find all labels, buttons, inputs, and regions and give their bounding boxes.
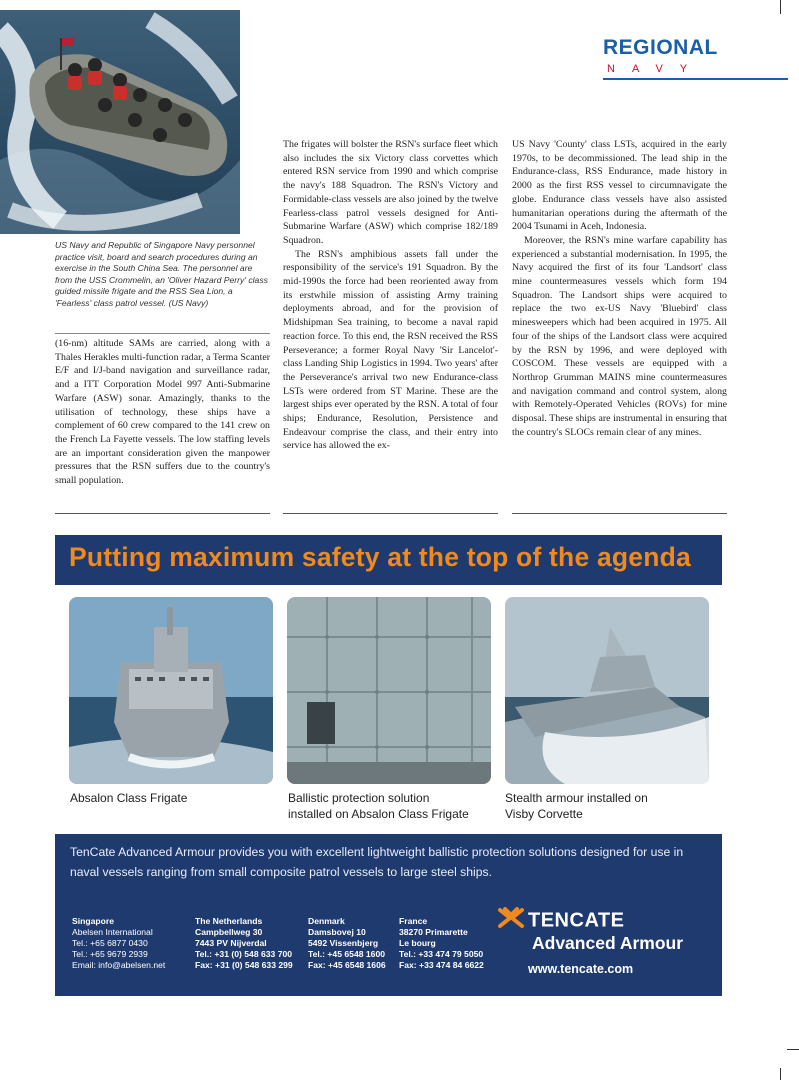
- office-city: Singapore: [72, 916, 115, 926]
- brand-name: TENCATE: [528, 909, 625, 932]
- caption-line: Visby Corvette: [505, 807, 583, 821]
- photo-caption-1: [70, 790, 274, 806]
- office-city: The Netherlands: [195, 916, 263, 926]
- office-line: Fax: +31 (0) 548 633 299: [195, 960, 293, 970]
- office-line: Abelsen International: [72, 927, 153, 937]
- crop-mark: [780, 1068, 781, 1080]
- office-line: Tel.: +33 474 79 5050: [399, 949, 484, 959]
- tencate-logo-icon: [498, 907, 524, 935]
- crop-mark: [780, 0, 781, 14]
- column-end-rule: [55, 513, 270, 514]
- office-city: Denmark: [308, 916, 345, 926]
- office-line: Tel.: +31 (0) 548 633 700: [195, 949, 293, 959]
- advert-headline-banner: [55, 535, 722, 585]
- brand-subtitle: Advanced Armour: [532, 933, 684, 953]
- office-line: 7443 PV Nijverdal: [195, 938, 267, 948]
- office-line: Fax: +45 6548 1606: [308, 960, 386, 970]
- header-rule: [603, 78, 788, 80]
- crop-mark: [787, 1049, 799, 1050]
- office-line: Tel.: +65 9679 2939: [72, 949, 148, 959]
- column-end-rule: [283, 513, 498, 514]
- ballistic-protection-photo: [287, 597, 491, 784]
- caption-line: Ballistic protection solution: [288, 791, 430, 805]
- article-column-3: [512, 138, 727, 439]
- website-link[interactable]: www.tencate.com: [528, 962, 634, 976]
- paragraph: The frigates will bolster the RSN's surface fleet which also includes the six Victory class corvettes which entered RSN service from 1990 and which comprise the navy's 188 Squadron. The RSN's Victory and Formidable-class vessels are also joined by the twelve Fearless-class patrol vessels designed for Anti-Submarine Warfare (ASW) which comprise 182/189 Squadron.: [283, 139, 498, 246]
- office-city: France: [399, 916, 428, 926]
- article-column-1: [55, 337, 270, 488]
- section-subtitle: NAVY: [607, 63, 705, 75]
- office-line: Damsbovej 10: [308, 927, 366, 937]
- office-line: Tel.: +65 6877 0430: [72, 938, 148, 948]
- office-line: Tel.: +45 6548 1600: [308, 949, 386, 959]
- caption-line: Absalon Class Frigate: [70, 791, 188, 805]
- caption-rule: [55, 333, 270, 334]
- advert-headline: Putting maximum safety at the top of the agenda: [69, 542, 691, 572]
- caption-line: installed on Absalon Class Frigate: [288, 807, 469, 821]
- office-line: Email: info@abelsen.net: [72, 960, 166, 970]
- stealth-corvette-photo: [505, 597, 709, 784]
- advert-contact-box: [55, 834, 722, 996]
- photo-caption: US Navy and Republic of Singapore Navy personnel practice visit, board and search procedures during an exercise in the South China Sea. The personnel are from the USS Crommelin, an 'Oliver Hazard Perry' class guided missile frigate and the RSS Sea Lion, a 'Fearless' class patrol vessel. (US Navy): [55, 240, 268, 308]
- office-singapore: [72, 916, 165, 971]
- paragraph: US Navy 'County' class LSTs, acquired in the early 1970s, to be decommissioned. The lead ship in the Endurance-class, RSS Endurance, made history in 2000 as the first RSS vessel to circumnavigate the globe. Endurance class vessels have also assisted humanitarian operations during the aftermath of the 2004 Tsunami in Aceh, Indonesia.: [512, 139, 727, 233]
- photo-caption-3: [505, 790, 709, 822]
- office-denmark: [308, 916, 386, 971]
- office-line: Campbellweg 30: [195, 927, 263, 937]
- paragraph: The RSN's amphibious assets fall under the responsibility of the service's 191 Squadron. By the mid-1990s the force had been reoriented away from its erstwhile mission of assisting Army training deployments abroad, and for the provision of Midshipman Sea training, to become a naval rapid reaction force. To this end, the RSN received the RSS Perseverance; a former Royal Navy 'Sir Lancelot'-class Landing Ship Logistics in 1994. Two years' after the Perseverance's arrival two new Endurance-class LSTs were ordered from ST Marine. These are the largest ships ever operated by the RSN. A total of four ships; Endurance, Resolution, Persistence and Endeavour comprise the class, and their entry into service has allowed the ex-: [283, 248, 498, 452]
- caption-line: Stealth armour installed on: [505, 791, 648, 805]
- section-header: [603, 36, 788, 80]
- column-end-rule: [512, 513, 727, 514]
- office-netherlands: [195, 916, 293, 971]
- paragraph: Moreover, the RSN's mine warfare capability has experienced a substantial modernisation. In 1995, the Navy acquired the first of its four 'Landsort' class mine countermeasures vessels which form 194 Squadron. The Landsort ships were acquired to replace the two ex-US Navy 'Bluebird' class minesweepers which had been acquired in 1975. All four of the ships of the Landsort class were acquired by the RSN by 1996, and were deployed with COSCOM. These vessels are equipped with a Northrop Grumman MAINS mine countermeasures and navigation command and control system, along with Remotely-Operated Vehicles (ROVs) for mine disposal. These ships are instrumental in ensuring that the country's SLOCs remain clear of any mines.: [512, 234, 727, 438]
- article-column-2: [283, 138, 498, 453]
- boat-photo: [0, 10, 240, 234]
- paragraph: (16-nm) altitude SAMs are carried, along with a Thales Herakles multi-function radar, a Terma Scanter E/F and I/J-band navigation and surveillance radar, and a ITT Corporation Model 997 Anti-Submarine Warfare (ASW) sonar. Amazingly, thanks to the utilisation of technology, these ships have a complement of 60 crew compared to the 141 crew on the French La Fayette vessels. The low staffing levels are an important consideration given the manpower pressures that the RSN suffers due to the country's small population.: [55, 338, 270, 487]
- office-line: 38270 Primarette: [399, 927, 468, 937]
- office-line: 5492 Vissenbjerg: [308, 938, 379, 948]
- photo-caption-2: [288, 790, 492, 822]
- advert-intro: TenCate Advanced Armour provides you with excellent lightweight ballistic protection solutions designed for use in naval vessels ranging from small composite patrol vessels to large steel ships.: [70, 845, 684, 879]
- frigate-photo: [69, 597, 273, 784]
- office-line: Le bourg: [399, 938, 436, 948]
- section-title: REGIONAL: [603, 36, 718, 59]
- tencate-brand: [498, 907, 713, 976]
- office-line: Fax: +33 474 84 6622: [399, 960, 484, 970]
- office-france: [399, 916, 484, 971]
